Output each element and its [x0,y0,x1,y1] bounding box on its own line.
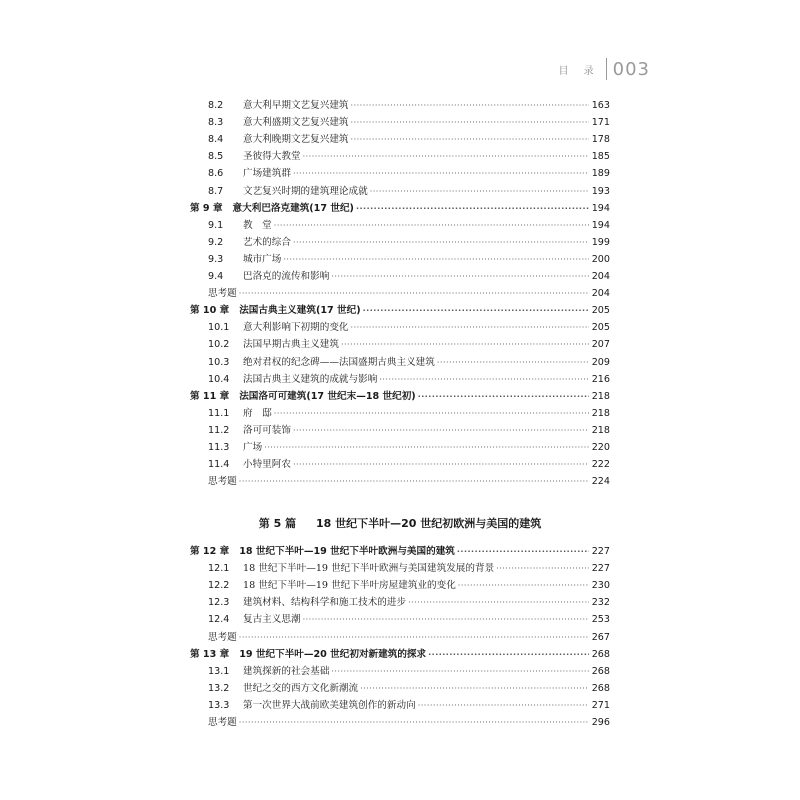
toc-entry-page: 207 [591,339,610,351]
toc-entry-number: 10.3 [208,356,230,368]
toc-entry-title: 艺术的综合 [243,236,291,248]
dot-leader [331,665,588,679]
toc-entry-section [208,167,610,181]
toc-entry-page: 227 [591,563,610,575]
toc-entry-title: 意大利影响下初期的变化 [243,322,349,334]
dot-leader [363,304,589,318]
toc-entry-number: 11.3 [208,442,230,453]
toc-entry-section [208,356,610,370]
toc-entry-page: 205 [591,305,610,317]
dot-leader [341,338,589,352]
toc-entry-title: 思考题 [208,288,237,300]
toc-entry-title: 法国古典主义建筑(17 世纪) [239,305,361,317]
toc-entry-section [208,458,610,472]
toc-entry-section [208,270,610,284]
toc-entry-page: 268 [591,648,610,660]
running-header [558,58,650,80]
toc-entry-number: 12.4 [208,614,230,626]
dot-leader [239,631,589,645]
toc-entry-title: 法国早期古典主义建筑 [243,339,339,351]
part-title-text: 18 世纪下半叶—20 世纪初欧洲与美国的建筑 [315,517,542,530]
toc-entry-title: 法国古典主义建筑的成就与影响 [243,373,378,385]
toc-entry-title: 复古主义思潮 [243,614,301,626]
toc-entry-page: 232 [591,597,610,609]
dot-leader [458,579,589,593]
toc-entry-chapter [190,202,610,216]
toc-entry-title: 意大利早期文艺复兴建筑 [243,100,349,111]
dot-leader [428,648,589,662]
dot-leader [408,596,589,610]
toc-entry-page: 209 [591,356,610,368]
toc-entry-chapter [190,390,610,404]
toc-entry-page: 218 [591,390,610,402]
toc-entry-page: 194 [591,202,610,214]
toc-entry-page: 199 [591,236,610,248]
toc-entry-page: 178 [591,134,610,146]
toc-entry-section [208,338,610,352]
header-divider [606,58,607,80]
toc-entry-title: 城市广场 [243,253,282,265]
toc-entry-page: 171 [591,117,610,129]
toc-entry-section [208,185,610,199]
dot-leader [303,150,589,164]
toc-entry-number: 13.3 [208,699,230,711]
toc-entry-title: 绝对君权的纪念碑——法国盛期古典主义建筑 [243,356,435,368]
toc-entry-title: 府 邸 [243,407,272,419]
toc-entry-page: 216 [591,373,610,385]
toc-entry-title: 18 世纪下半叶—19 世纪下半叶欧洲与美国的建筑 [239,546,455,557]
toc-entry-page: 204 [591,271,610,282]
dot-leader [370,185,589,199]
toc-entry-page: 193 [591,185,610,197]
toc-entry-section [208,236,610,250]
toc-entry-title: 意大利巴洛克建筑(17 世纪) [232,202,354,214]
toc-entry-title: 19 世纪下半叶—20 世纪初对新建筑的探求 [239,648,427,660]
toc-entry-number: 第 10 章 [190,305,230,317]
toc-entry-think [208,287,610,301]
toc-entry-title: 思考题 [208,476,237,488]
toc-entry-number: 9.2 [208,236,224,248]
toc-entry-section [208,424,610,438]
toc-entry-think [208,631,610,645]
toc-entry-number: 10.1 [208,322,230,334]
toc-entry-section [208,253,610,267]
toc-entry-number: 13.2 [208,682,230,694]
toc-entry-number: 10.2 [208,339,230,351]
toc-entry-number: 11.2 [208,424,230,436]
toc-entry-number: 第 9 章 [190,202,223,214]
dot-leader [239,287,589,301]
toc-entry-page: 253 [591,614,610,626]
toc-entry-page: 296 [591,717,610,728]
toc-entry-page: 268 [591,665,610,677]
toc-entry-section [208,99,610,113]
toc-entry-number: 8.6 [208,168,224,180]
part-heading [190,515,610,531]
dot-leader [293,424,589,438]
toc-entry-section [208,150,610,164]
toc-entry-section [208,579,610,593]
toc-entry-title: 法国洛可可建筑(17 世纪末—18 世纪初) [239,390,416,402]
toc-entry-number: 12.2 [208,580,230,592]
dot-leader [351,133,589,147]
toc-entry-page: 227 [591,546,610,557]
toc-entry-page: 185 [591,151,610,163]
part-number: 第 5 篇 [258,517,297,530]
toc-entry-number: 第 13 章 [190,648,230,660]
dot-leader [356,202,589,216]
dot-leader [239,475,589,489]
toc-entry-page: 267 [591,631,610,643]
toc-entry-section [208,133,610,147]
toc-entry-number: 10.4 [208,373,230,385]
toc-entry-section [208,116,610,130]
dot-leader [293,236,589,250]
toc-entry-title: 文艺复兴时期的建筑理论成就 [243,185,368,197]
dot-leader [351,99,589,113]
toc-entry-page: 189 [591,168,610,180]
toc-entry-page: 218 [591,407,610,419]
toc-entry-number: 12.3 [208,597,230,609]
toc-entry-number: 8.5 [208,151,224,163]
dot-leader [379,373,588,387]
toc-entry-title: 建筑材料、结构科学和施工技术的进步 [243,597,407,609]
dot-leader [351,321,589,335]
toc-entry-number: 9.3 [208,253,224,265]
toc-entry-chapter [190,545,610,559]
toc-entry-title: 意大利盛期文艺复兴建筑 [243,117,349,129]
toc-entry-section [208,373,610,387]
toc-entry-think [208,716,610,730]
toc-entry-number: 第 12 章 [190,546,230,557]
dot-leader [418,699,589,713]
toc-entry-page: 200 [591,253,610,265]
toc-entry-page: 220 [591,442,610,453]
toc-entry-title: 18 世纪下半叶—19 世纪下半叶欧洲与美国建筑发展的背景 [243,563,495,575]
toc-entry-page: 205 [591,322,610,334]
toc-entry-think [208,475,610,489]
toc-entry-page: 230 [591,580,610,592]
toc-entry-title: 广场 [243,442,263,453]
toc-entry-section [208,596,610,610]
toc-entry-title: 思考题 [208,717,237,728]
toc-entry-number: 9.1 [208,219,224,231]
dot-leader [303,613,589,627]
toc-entry-section [208,407,610,421]
dot-leader [274,407,589,421]
toc-entry-number: 9.4 [208,271,224,282]
toc-entry-section [208,219,610,233]
toc-entry-chapter [190,648,610,662]
toc-entry-section [208,699,610,713]
toc-entry-title: 18 世纪下半叶—19 世纪下半叶房屋建筑业的变化 [243,580,456,592]
toc-entry-title: 思考题 [208,631,237,643]
toc-entry-title: 意大利晚期文艺复兴建筑 [243,134,349,146]
dot-leader [418,390,589,404]
toc-entry-section [208,613,610,627]
dot-leader [264,441,589,455]
toc-entry-page: 268 [591,682,610,694]
toc-entry-chapter [190,304,610,318]
toc-entry-number: 8.7 [208,185,224,197]
dot-leader [437,356,589,370]
toc-entry-number: 8.2 [208,100,224,111]
toc-entry-title: 小特里阿农 [243,459,291,471]
toc-entry-page: 271 [591,699,610,711]
dot-leader [351,116,589,130]
toc-entry-title: 广场建筑群 [243,168,291,180]
dot-leader [239,716,589,730]
dot-leader [283,253,588,267]
toc-entry-section [208,441,610,455]
toc-entry-number: 12.1 [208,563,230,575]
toc-entry-number: 8.3 [208,117,224,129]
toc-entry-page: 204 [591,288,610,300]
toc-entry-page: 222 [591,459,610,471]
toc-entry-title: 巴洛克的流传和影响 [243,271,330,282]
toc-entry-section [208,665,610,679]
toc-entry-title: 第一次世界大战前欧美建筑创作的新动向 [243,699,416,711]
dot-leader [457,545,589,559]
toc-entry-title: 世纪之交的西方文化新潮流 [243,682,359,694]
toc-entry-title: 建筑探新的社会基础 [243,665,330,677]
dot-leader [496,562,589,576]
toc-entry-section [208,321,610,335]
dot-leader [293,167,589,181]
header-label: 目 录 [558,65,600,77]
dot-leader [274,219,589,233]
toc-entry-title: 圣彼得大教堂 [243,151,301,163]
toc-entry-page: 163 [591,100,610,111]
toc-entry-page: 224 [591,476,610,488]
toc-entry-section [208,682,610,696]
toc-entry-number: 13.1 [208,665,230,677]
toc-entry-number: 8.4 [208,134,224,146]
dot-leader [331,270,588,284]
toc-entry-title: 洛可可装饰 [243,424,291,436]
toc-entry-title: 教 堂 [243,219,272,231]
toc-entry-number: 11.1 [208,407,230,419]
header-page-number: 003 [612,58,650,80]
toc-entry-number: 11.4 [208,459,230,471]
toc-entry-page: 194 [591,219,610,231]
dot-leader [293,458,589,472]
toc-entry-section [208,562,610,576]
toc-entry-page: 218 [591,424,610,436]
toc-entry-number: 第 11 章 [190,390,230,402]
dot-leader [360,682,589,696]
